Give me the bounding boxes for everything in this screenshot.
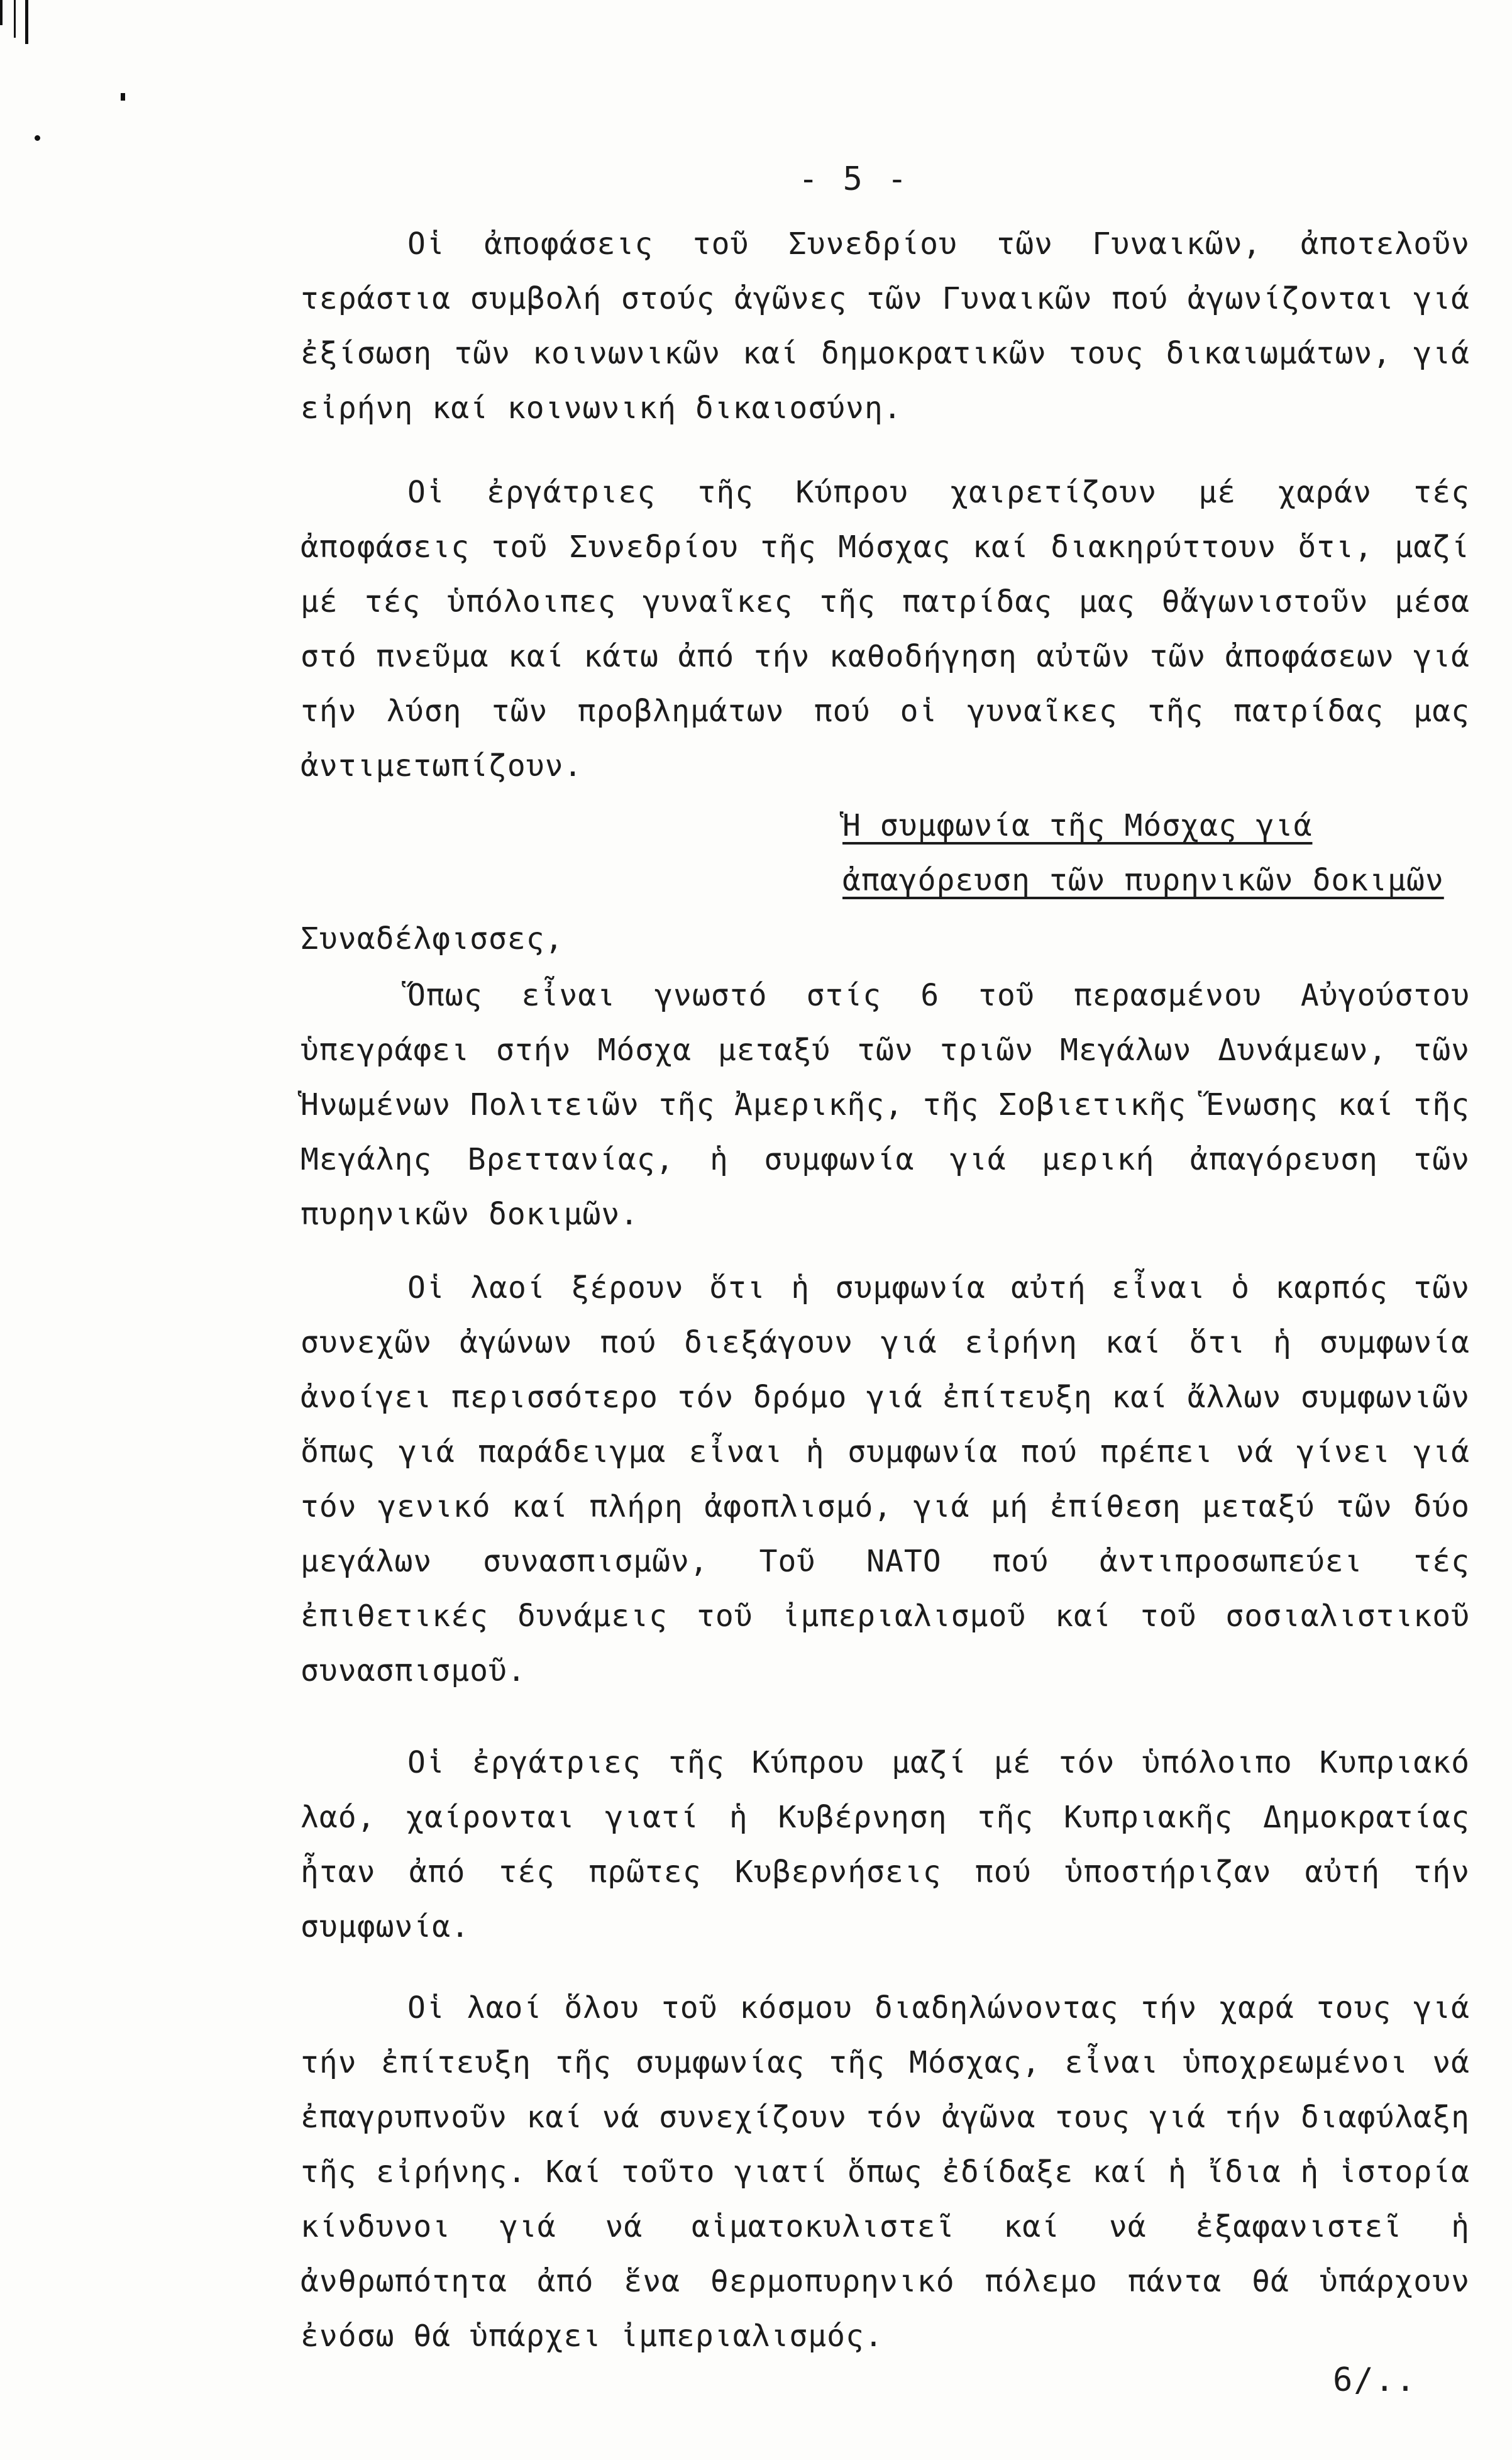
scan-artifact — [25, 0, 28, 44]
paragraph-text: Οἱ λαοί ξέρουν ὅτι ἡ συμφωνία αὐτή εἶναι ὁ καρπός τῶν συνεχῶν ἀγώνων πού διεξάγουν γιά εἰρήνη καί ὅτι ἡ συμφωνία ἀνοίγει περισσότερο τόν δρόμο γιά ἐπίτευξη καί ἄλλων συμφωνιῶν ὅπως γιά παράδειγμα εἶναι ἡ συμφωνία πού πρέπει νά γίνει γιά τόν γενικό καί πλήρη ἀφοπλισμό, γιά μή ἐπίθεση μεταξύ τῶν δύο μεγάλων συνασπισμῶν, Τοῦ ΝΑΤΟ πού ἀντιπροσωπεύει τές ἐπιθετικές δυνάμεις τοῦ ἰμπεριαλισμοῦ καί τοῦ σοσιαλιστικοῦ συνασπισμοῦ. — [301, 1270, 1470, 1688]
paragraph-text: Ὅπως εἶναι γνωστό στίς 6 τοῦ περασμένου Αὐγούστου ὑπεγράφει στήν Μόσχα μεταξύ τῶν τριῶν Μεγάλων Δυνάμεων, τῶν Ἡνωμένων Πολιτειῶν τῆς Ἀμερικῆς, τῆς Σοβιετικῆς Ἕνωσης καί τῆς Μεγάλης Βρεττανίας, ἡ συμφωνία γιά μερική ἀπαγόρευση τῶν πυρηνικῶν δοκιμῶν. — [301, 978, 1470, 1232]
section-heading-line-1: Ἡ συμφωνία τῆς Μόσχας γιά — [842, 808, 1313, 843]
paragraph-1 — [301, 217, 1470, 436]
scan-artifact — [14, 0, 16, 38]
salutation: Συναδέλφισσες, — [301, 921, 564, 956]
paragraph-5 — [301, 1736, 1470, 1954]
page-number: - 5 - — [798, 160, 910, 198]
scan-artifact — [0, 0, 3, 25]
paragraph-text: Οἱ λαοί ὅλου τοῦ κόσμου διαδηλώνοντας τήν χαρά τους γιά τήν ἐπίτευξη τῆς συμφωνίας τῆς Μόσχας, εἶναι ὑποχρεωμένοι νά ἐπαγρυπνοῦν καί νά συνεχίζουν τόν ἀγῶνα τους γιά τήν διαφύλαξη τῆς εἰρήνης. Καί τοῦτο γιατί ὅπως ἐδίδαξε καί ἡ ἴδια ἡ ἱστορία κίνδυνοι γιά νά αἱματοκυλιστεῖ καί νά ἐξαφανιστεῖ ἡ ἀνθρωπότητα ἀπό ἕνα θερμοπυρηνικό πόλεμο πάντα θά ὑπάρχουν ἐνόσω θά ὑπάρχει ἰμπεριαλισμός. — [301, 1990, 1470, 2354]
paragraph-2 — [301, 465, 1470, 794]
scan-artifact — [35, 135, 40, 141]
scan-artifact — [121, 93, 125, 101]
paragraph-3 — [301, 968, 1470, 1242]
paragraph-text: Οἱ ἐργάτριες τῆς Κύπρου χαιρετίζουν μέ χαράν τές ἀποφάσεις τοῦ Συνεδρίου τῆς Μόσχας καί διακηρύττουν ὅτι, μαζί μέ τές ὑπόλοιπες γυναῖκες τῆς πατρίδας μας θἄγωνιστοῦν μέσα στό πνεῦμα καί κάτω ἀπό τήν καθοδήγηση αὐτῶν τῶν ἀποφάσεων γιά τήν λύση τῶν προβλημάτων πού οἱ γυναῖκες τῆς πατρίδας μας ἀντιμετωπίζουν. — [301, 475, 1470, 784]
next-page-marker: 6/.. — [1333, 2361, 1417, 2399]
paragraph-text: Οἱ ἐργάτριες τῆς Κύπρου μαζί μέ τόν ὑπόλοιπο Κυπριακό λαό, χαίρονται γιατί ἡ Κυβέρνηση τῆς Κυπριακῆς Δημοκρατίας ἦταν ἀπό τές πρῶτες Κυβερνήσεις πού ὑποστήριζαν αὐτή τήν συμφωνία. — [301, 1745, 1470, 1944]
section-heading-line-2: ἀπαγόρευση τῶν πυρηνικῶν δοκιμῶν — [842, 863, 1444, 898]
paragraph-text: Οἱ ἀποφάσεις τοῦ Συνεδρίου τῶν Γυναικῶν, ἀποτελοῦν τεράστια συμβολή στούς ἀγῶνες τῶν Γυναικῶν πού ἀγωνίζονται γιά ἐξίσωση τῶν κοινωνικῶν καί δημοκρατικῶν τους δικαιωμάτων, γιά εἰρήνη καί κοινωνική δικαιοσύνη. — [301, 226, 1470, 426]
paragraph-4 — [301, 1261, 1470, 1698]
paragraph-6 — [301, 1981, 1470, 2364]
